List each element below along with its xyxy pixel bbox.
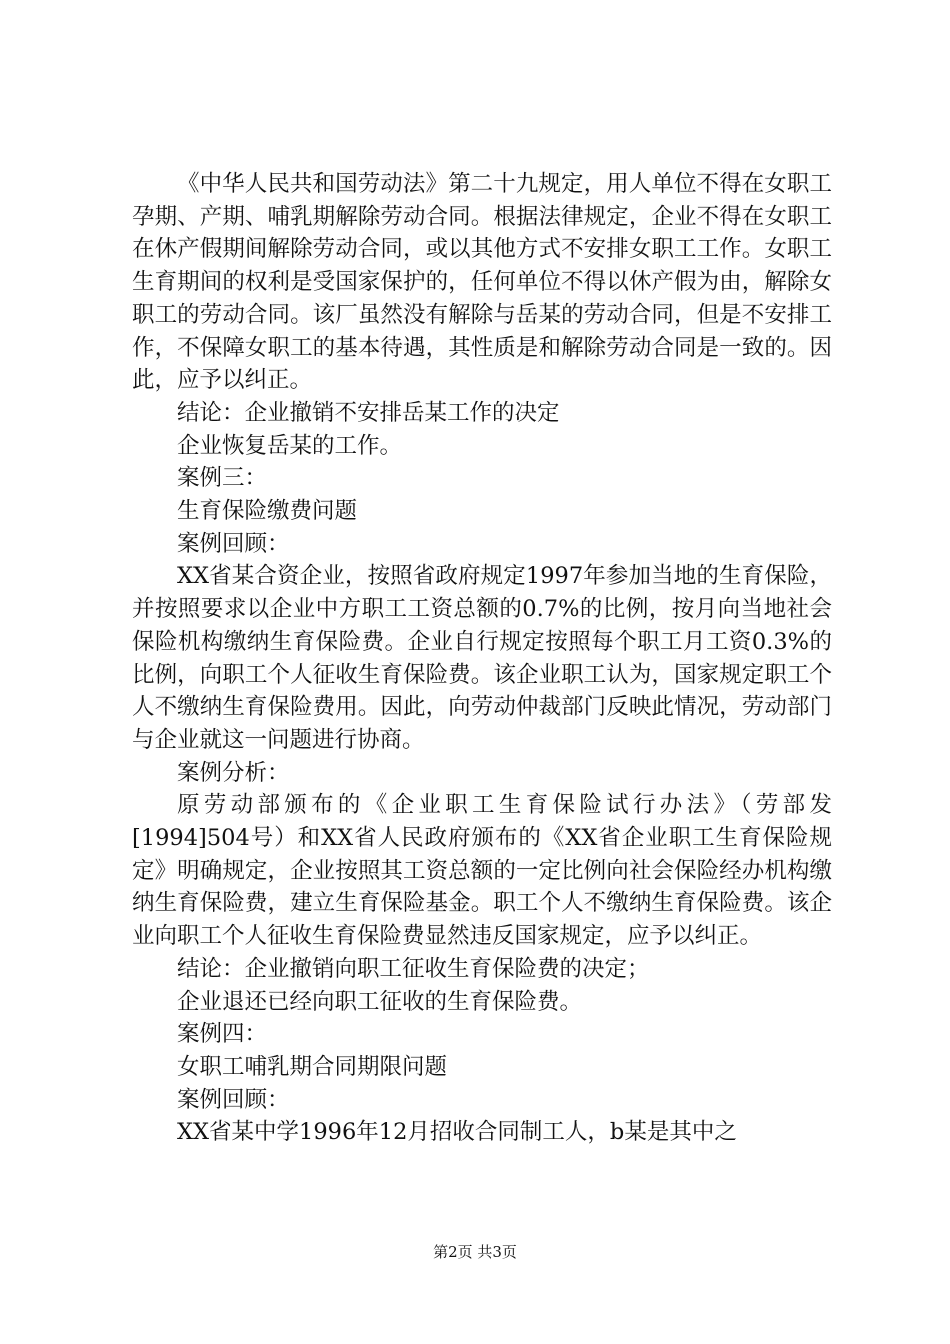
heading-case-four: 案例四：	[177, 1021, 268, 1048]
paragraph-case-four-review: XX省某中学1996年12月招收合同制工人，b某是其中之	[177, 1119, 737, 1146]
document-body	[132, 168, 832, 1149]
title-case-four: 女职工哺乳期合同期限问题	[177, 1053, 448, 1080]
paragraph-labor-law-analysis: 《中华人民共和国劳动法》第二十九规定，用人单位不得在女职工孕期、产期、哺乳期解除劳动合同。根据法律规定，企业不得在女职工在休产假期间解除劳动合同，或以其他方式不安排女职工工作。女职工生育期间的权利是受国家保护的，任何单位不得以休产假为由，解除女职工的劳动合同。该厂虽然没有解除与岳某的劳动合同，但是不安排工作，不保障女职工的基本待遇，其性质是和解除劳动合同是一致的。因此，应予以纠正。	[132, 171, 832, 394]
title-case-three: 生育保险缴费问题	[177, 498, 358, 525]
heading-case-review: 案例回顾：	[177, 530, 290, 557]
paragraph-conclusion-case-three: 结论：企业撤销向职工征收生育保险费的决定；	[177, 955, 650, 982]
page-number-footer: 第2页 共3页	[433, 1243, 517, 1261]
paragraph-conclusion-case-three-refund: 企业退还已经向职工征收的生育保险费。	[177, 988, 583, 1015]
heading-case-analysis: 案例分析：	[177, 759, 290, 786]
paragraph-conclusion-case-two: 结论：企业撤销不安排岳某工作的决定	[177, 399, 560, 426]
paragraph-conclusion-case-two-restore: 企业恢复岳某的工作。	[177, 432, 403, 459]
paragraph-case-three-review: XX省某合资企业，按照省政府规定1997年参加当地的生育保险，并按照要求以企业中方职工工资总额的0.7%的比例，按月向当地社会保险机构缴纳生育保险费。企业自行规定按照每个职工月工资0.3%的比例，向职工个人征收生育保险费。该企业职工认为，国家规定职工个人不缴纳生育保险费用。因此，向劳动仲裁部门反映此情况，劳动部门与企业就这一问题进行协商。	[132, 563, 832, 753]
heading-case-four-review: 案例回顾：	[177, 1086, 290, 1113]
paragraph-case-three-analysis: 原劳动部颁布的《企业职工生育保险试行办法》（劳部发[1994]504号）和XX省人民政府颁布的《XX省企业职工生育保险规定》明确规定，企业按照其工资总额的一定比例向社会保险经办机构缴纳生育保险费，建立生育保险基金。职工个人不缴纳生育保险费。该企业向职工个人征收生育保险费显然违反国家规定，应予以纠正。	[132, 792, 832, 950]
heading-case-three: 案例三：	[177, 465, 268, 492]
